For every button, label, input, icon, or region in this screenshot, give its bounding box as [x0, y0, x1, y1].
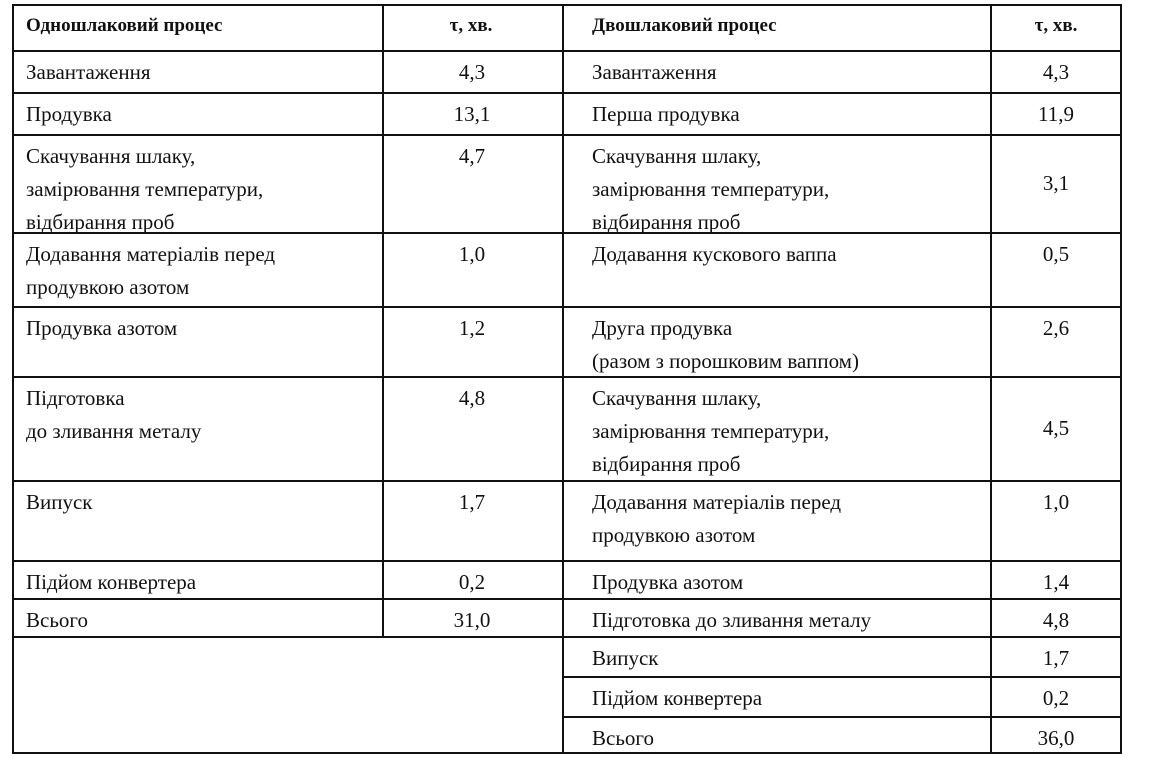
left-row-label: Скачування шлаку,: [26, 144, 196, 168]
right-row-label: Додавання кускового ваппа: [592, 242, 837, 266]
row-divider-right: [562, 676, 1122, 678]
row-divider-left: [12, 50, 562, 52]
right-row-label: Продувка азотом: [592, 570, 744, 594]
right-row-label: Перша продувка: [592, 102, 740, 126]
left-row-label: Випуск: [26, 490, 93, 514]
right-row-value: 0,2: [1042, 686, 1070, 710]
left-row-value: 4,3: [458, 60, 486, 84]
right-row-value: 4,5: [1042, 416, 1070, 440]
right-row-value: 1,0: [1042, 490, 1070, 514]
right-row-label: Випуск: [592, 646, 659, 670]
right-row-label: продувкою азотом: [592, 523, 756, 547]
right-row-value: 3,1: [1042, 171, 1070, 195]
left-row-value: 1,2: [458, 316, 486, 340]
left-row-label: Продувка: [26, 102, 112, 126]
right-row-label: Друга продувка: [592, 316, 733, 340]
row-divider-right: [562, 636, 1122, 638]
left-row-value: 0,2: [458, 570, 486, 594]
right-row-label: Всього: [592, 726, 654, 750]
left-row-label: замірювання температури,: [26, 177, 264, 201]
table-border-bottom: [12, 752, 1122, 754]
row-divider-left: [12, 598, 562, 600]
left-row-value: 1,0: [458, 242, 486, 266]
right-row-value: 1,7: [1042, 646, 1070, 670]
right-row-value: 0,5: [1042, 242, 1070, 266]
left-process-header: Одношлаковий процес: [26, 15, 223, 36]
right-row-value: 1,4: [1042, 570, 1070, 594]
row-divider-right: [562, 598, 1122, 600]
right-row-label: Підйом конвертера: [592, 686, 763, 710]
row-divider-right: [562, 716, 1122, 718]
row-divider-left: [12, 306, 562, 308]
table-border-top: [12, 4, 1122, 6]
right-row-value: 36,0: [1037, 726, 1075, 750]
row-divider-left: [12, 560, 562, 562]
right-row-label: Скачування шлаку,: [592, 386, 762, 410]
row-divider-left: [12, 480, 562, 482]
row-divider-left: [12, 376, 562, 378]
left-row-value: 4,8: [458, 386, 486, 410]
left-row-label: Продувка азотом: [26, 316, 178, 340]
table-border-left: [12, 4, 14, 754]
left-row-label: до зливання металу: [26, 419, 202, 443]
left-row-label: Всього: [26, 608, 88, 632]
right-row-label: відбирання проб: [592, 452, 741, 476]
right-row-label: Скачування шлаку,: [592, 144, 762, 168]
left-row-value: 4,7: [458, 144, 486, 168]
row-divider-right: [562, 480, 1122, 482]
left-row-value: 13,1: [453, 102, 491, 126]
row-divider-right: [562, 92, 1122, 94]
right-row-value: 11,9: [1038, 102, 1074, 126]
row-divider-right: [562, 134, 1122, 136]
right-row-label: відбирання проб: [592, 210, 741, 234]
row-divider-right: [562, 306, 1122, 308]
left-row-label: продувкою азотом: [26, 275, 190, 299]
right-process-header: Двошлаковий процес: [592, 15, 777, 36]
right-row-label: Додавання матеріалів перед: [592, 490, 842, 514]
left-row-value: 31,0: [453, 608, 491, 632]
process-time-table: [12, 4, 1122, 754]
row-divider-right: [562, 50, 1122, 52]
left-row-label: Додавання матеріалів перед: [26, 242, 276, 266]
left-row-value: 1,7: [458, 490, 486, 514]
left-row-label: відбирання проб: [26, 210, 175, 234]
right-row-label: замірювання температури,: [592, 419, 830, 443]
right-row-label: (разом з порошковим ваппом): [592, 349, 859, 373]
right-time-header: τ, хв.: [1034, 15, 1078, 36]
right-row-label: Завантаження: [592, 60, 717, 84]
row-divider-left: [12, 636, 562, 638]
left-time-header: τ, хв.: [449, 15, 493, 36]
column-divider-middle: [562, 4, 564, 754]
right-row-value: 4,8: [1042, 608, 1070, 632]
row-divider-left: [12, 134, 562, 136]
right-row-label: Підготовка до зливання металу: [592, 608, 872, 632]
left-row-label: Підйом конвертера: [26, 570, 197, 594]
row-divider-left: [12, 92, 562, 94]
row-divider-right: [562, 560, 1122, 562]
left-row-label: Завантаження: [26, 60, 151, 84]
right-row-value: 2,6: [1042, 316, 1070, 340]
left-row-label: Підготовка: [26, 386, 125, 410]
right-row-label: замірювання температури,: [592, 177, 830, 201]
right-row-value: 4,3: [1042, 60, 1070, 84]
